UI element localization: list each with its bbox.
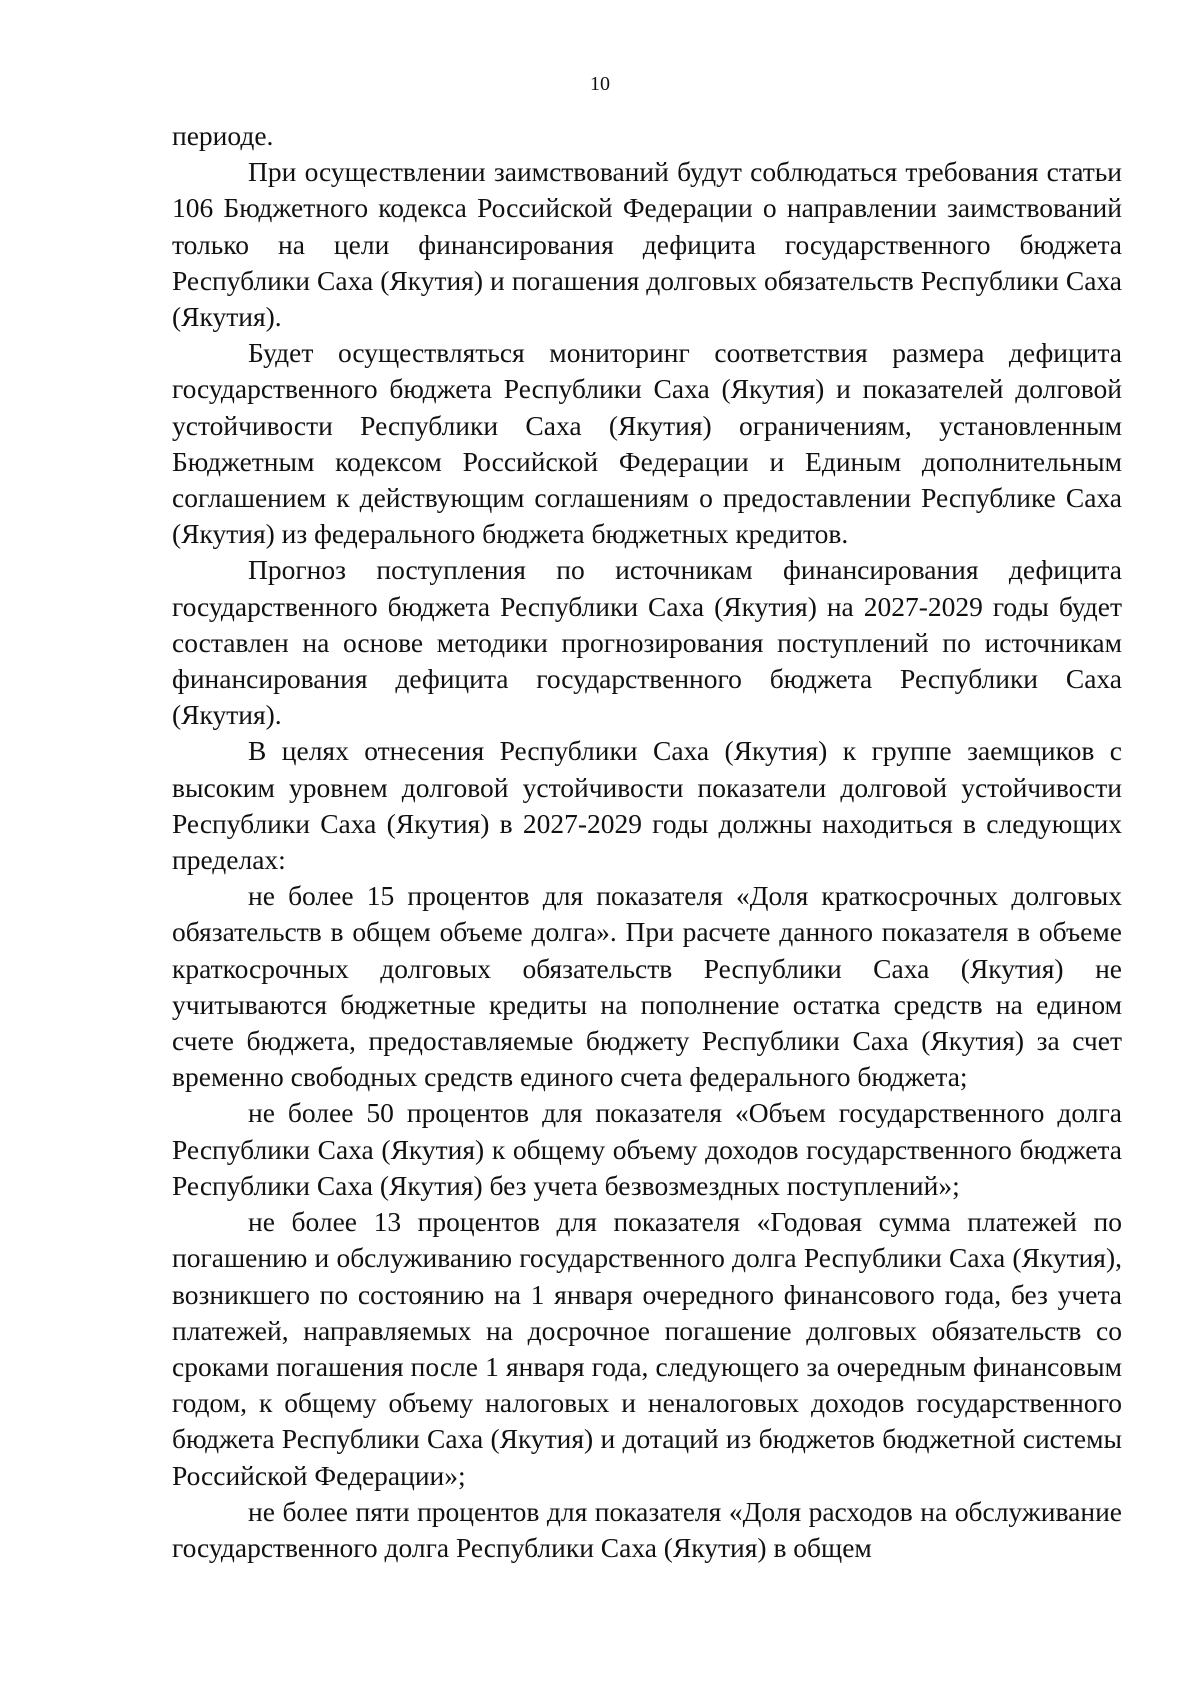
paragraph-continuation: периоде. <box>172 120 274 151</box>
paragraph-short-term-debt-limit: не более 15 процентов для показателя «Доля краткосрочных долговых обязательств в общем объеме долга». При расчете данного показателя в объеме краткосрочных долговых обязательств Республики Саха (Якутия) не учитываются бюджетные кредиты на пополнение остатка средств на едином счете бюджета, предоставляемые бюджету Республики Саха (Якутия) за счет временно свободных средств единого счета федерального бюджета; <box>172 880 1122 1093</box>
document-body <box>172 118 1122 1566</box>
paragraph-debt-stability-group: В целях отнесения Республики Саха (Якутия) к группе заемщиков с высоким уровнем долговой устойчивости показатели долговой устойчивости Республики Саха (Якутия) в 2027-2029 годы должны находиться в следующих пределах: <box>172 735 1122 876</box>
paragraph-borrowing-requirements: При осуществлении заимствований будут соблюдаться требования статьи 106 Бюджетного кодекса Российской Федерации о направлении заимствований только на цели финансирования дефицита государственного бюджета Республики Саха (Якутия) и погашения долговых обязательств Республики Саха (Якутия). <box>172 156 1122 333</box>
paragraph-annual-payments-limit: не более 13 процентов для показателя «Годовая сумма платежей по погашению и обслуживанию государственного долга Республики Саха (Якутия), возникшего по состоянию на 1 января очередного финансового года, без учета платежей, направляемых на досрочное погашение долговых обязательств со сроками погашения после 1 января года, следующего за очередным финансовым годом, к общему объему налоговых и неналоговых доходов государственного бюджета Республики Саха (Якутия) и дотаций из бюджетов бюджетной системы Российской Федерации»; <box>172 1206 1122 1491</box>
paragraph-forecast-sources: Прогноз поступления по источникам финансирования дефицита государственного бюджета Республики Саха (Якутия) на 2027-2029 годы будет составлен на основе методики прогнозирования поступлений по источникам финансирования дефицита государственного бюджета Республики Саха (Якутия). <box>172 554 1122 731</box>
paragraph-deficit-monitoring: Будет осуществляться мониторинг соответствия размера дефицита государственного бюджета Республики Саха (Якутия) и показателей долговой устойчивости Республики Саха (Якутия) ограничениям, установленным Бюджетным кодексом Российской Федерации и Единым дополнительным соглашением к действующим соглашениям о предоставлении Республике Саха (Якутия) из федерального бюджета бюджетных кредитов. <box>172 337 1122 550</box>
paragraph-debt-to-revenue-limit: не более 50 процентов для показателя «Объем государственного долга Республики Саха (Якутия) к общему объему доходов государственного бюджета Республики Саха (Якутия) без учета безвозмездных поступлений»; <box>172 1097 1122 1201</box>
page-number: 10 <box>590 73 610 95</box>
paragraph-debt-service-share-limit: не более пяти процентов для показателя «Доля расходов на обслуживание государственного долга Республики Саха (Якутия) в общем <box>172 1495 1122 1563</box>
